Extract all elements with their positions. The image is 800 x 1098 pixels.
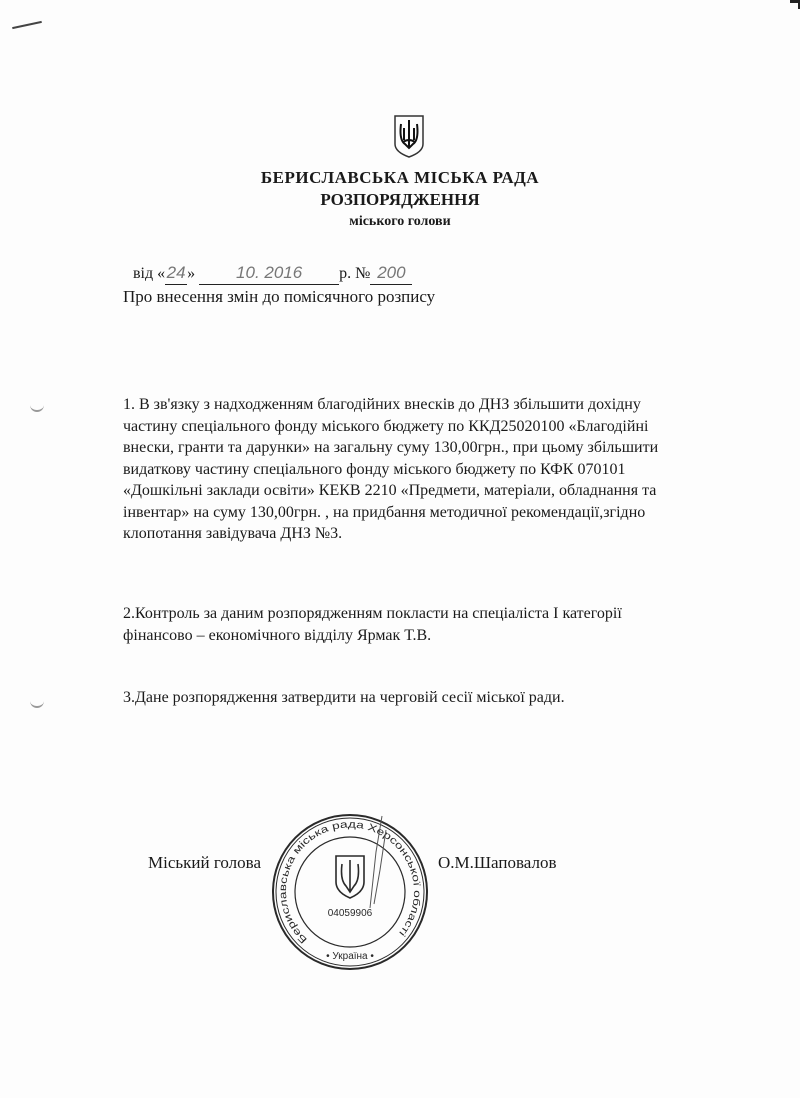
council-name: БЕРИСЛАВСЬКА МІСЬКА РАДА xyxy=(260,168,540,187)
pen-stroke-mark xyxy=(12,21,42,29)
trident-coat-of-arms-icon xyxy=(393,114,425,158)
signatory-title: Міський голова xyxy=(148,853,261,872)
paragraph-3: 3.Дане розпорядження затвердити на черговій сесії міської ради. xyxy=(123,689,565,706)
punch-hole-mark xyxy=(30,402,44,412)
paragraph-1: 1. В зв'язку з надходженням благодійних внесків до ДНЗ збільшити дохідну частину спеціального фонду міського бюджету по ККД25020100 «Благодійні внески, гранти та дарунки» на загальну суму 130,00грн., при цьому збільшити видаткову частину спеціального фонду міського бюджету по КФК 070101 «Дошкільні заклади освіти» КЕКВ 2210 «Предмети, матеріали, обладнання та інвентар» на суму 130,00грн. , на придбання методичної рекомендації,згідно клопотання завідувача ДНЗ №3. xyxy=(123,396,659,542)
paragraph-2: 2.Контроль за даним розпорядженням покласти на спеціаліста І категорії фінансово – економічного відділу Ярмак Т.В. xyxy=(123,605,622,644)
official-seal-stamp xyxy=(270,812,430,972)
scan-corner-mark xyxy=(790,0,800,9)
date-day-close: » xyxy=(187,265,196,282)
year-number-label: р. № xyxy=(339,265,371,282)
issuer: міського голови xyxy=(349,214,451,229)
date-number-line xyxy=(133,262,412,285)
date-month-year-handwritten: 10. 2016 xyxy=(199,262,339,285)
document-subject: Про внесення змін до помісячного розпису xyxy=(123,287,436,306)
document-type: РОЗПОРЯДЖЕННЯ xyxy=(320,190,480,209)
seal-ring-text: Бериславська міська рада Херсонської області xyxy=(277,819,423,946)
seal-country: • Україна • xyxy=(326,951,374,962)
date-prefix: від « xyxy=(133,265,166,282)
date-day-handwritten: 24 xyxy=(165,262,187,285)
signatory-name: О.М.Шаповалов xyxy=(438,853,557,872)
seal-code: 04059906 xyxy=(327,908,373,919)
punch-hole-mark xyxy=(30,698,44,708)
document-number-handwritten: 200 xyxy=(370,262,412,285)
